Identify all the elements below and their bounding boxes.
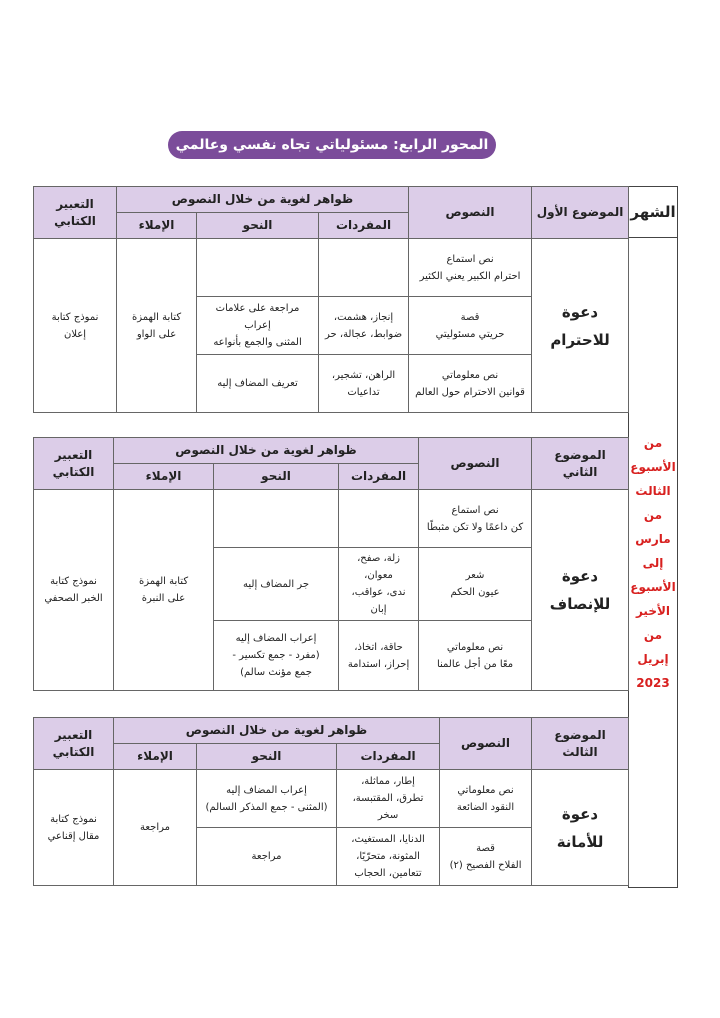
phenomena-header: ظواهر لغوية من خلال النصوص (117, 187, 409, 213)
text-cell: نص معلوماتي النقود الضائعة (440, 770, 532, 828)
section-table-1 (33, 186, 629, 413)
vocab-header: المفردات (339, 464, 419, 490)
section-table-3 (33, 717, 629, 886)
text-cell: نص معلوماتي قوانين الاحترام حول العالم (409, 355, 532, 413)
grammar-cell: إعراب المضاف إليه (المثنى - جمع المذكر السالم) (197, 770, 337, 828)
vocab-cell: إنجاز، هشمت، ضوابط، عجالة، حر (319, 297, 409, 355)
writing-cell: نموذج كتابة إعلان (34, 239, 117, 413)
texts-header: النصوص (440, 718, 532, 770)
topic-header: الموضوع الأول (532, 187, 629, 239)
grammar-header: النحو (214, 464, 339, 490)
texts-header: النصوص (409, 187, 532, 239)
text-cell: شعر عيون الحكم (419, 548, 532, 621)
phenomena-header: ظواهر لغوية من خلال النصوص (114, 438, 419, 464)
grammar-cell: مراجعة (197, 828, 337, 886)
month-line: من (643, 435, 663, 450)
vocab-cell: حاقة، اتخاذ، إحراز، استدامة (339, 621, 419, 691)
grammar-cell: إعراب المضاف إليه (مفرد - جمع تكسير - جمع مؤنث سالم) (214, 621, 339, 691)
text-cell: قصة الفلاح الفصيح (٢) (440, 828, 532, 886)
month-line: من مارس (635, 507, 671, 546)
month-line: 2023 (636, 675, 670, 690)
month-line: الأسبوع (630, 459, 676, 474)
writing-cell: نموذج كتابة مقال إقناعي (34, 770, 114, 886)
vocab-header: المفردات (319, 213, 409, 239)
dictation-cell: كتابة الهمزة على الواو (117, 239, 197, 413)
month-line: الأسبوع (630, 579, 676, 594)
grammar-cell (197, 239, 319, 297)
vocab-header: المفردات (337, 744, 440, 770)
vocab-cell: زلة، صفح، معوان، ندى، عواقب، إبان (339, 548, 419, 621)
writing-cell: نموذج كتابة الخبر الصحفي (34, 490, 114, 691)
topic-title: دعوة للاحترام (532, 239, 629, 413)
writing-header: التعبير الكتابي (34, 718, 114, 770)
vocab-cell: الدنايا، المستغيث، المثونة، متحرّيًا، تتعامين، الحجاب (337, 828, 440, 886)
dictation-cell: مراجعة (114, 770, 197, 886)
grammar-cell: مراجعة على علامات إعراب المثنى والجمع بأنواعه (197, 297, 319, 355)
text-cell: نص استماع كن داعمًا ولا تكن مثبطًا (419, 490, 532, 548)
grammar-cell: جر المضاف إليه (214, 548, 339, 621)
vocab-cell: إطار، مماثلة، تطرق، المقتبسة، سخر (337, 770, 440, 828)
grammar-cell (214, 490, 339, 548)
dictation-header: الإملاء (114, 464, 214, 490)
month-line: الأخير (635, 603, 671, 618)
month-line: إلى (642, 555, 664, 570)
topic-header: الموضوع الثالث (532, 718, 629, 770)
grammar-header: النحو (197, 213, 319, 239)
writing-header: التعبير الكتابي (34, 187, 117, 239)
dictation-header: الإملاء (117, 213, 197, 239)
grammar-cell: تعريف المضاف إليه (197, 355, 319, 413)
dictation-header: الإملاء (114, 744, 197, 770)
unit-banner: المحور الرابع: مسئولياتي تجاه نفسي وعالمي (168, 131, 496, 159)
text-cell: قصة حريتي مسئوليتي (409, 297, 532, 355)
text-cell: نص معلوماتي معًا من أجل عالمنا (419, 621, 532, 691)
topic-title: دعوة للإنصاف (532, 490, 629, 691)
vocab-cell: الراهن، تشجير، تداعيات (319, 355, 409, 413)
texts-header: النصوص (419, 438, 532, 490)
phenomena-header: ظواهر لغوية من خلال النصوص (114, 718, 440, 744)
dictation-cell: كتابة الهمزة على النبرة (114, 490, 214, 691)
grammar-header: النحو (197, 744, 337, 770)
writing-header: التعبير الكتابي (34, 438, 114, 490)
month-line: من إبريل (637, 627, 669, 666)
topic-title: دعوة للأمانة (532, 770, 629, 886)
month-period (628, 238, 678, 888)
text-cell: نص استماع احترام الكبير يعني الكثير (409, 239, 532, 297)
vocab-cell (339, 490, 419, 548)
month-line: الثالث (635, 483, 671, 498)
vocab-cell (319, 239, 409, 297)
section-table-2 (33, 437, 629, 691)
topic-header: الموضوع الثاني (532, 438, 629, 490)
month-header: الشهر (628, 186, 678, 238)
